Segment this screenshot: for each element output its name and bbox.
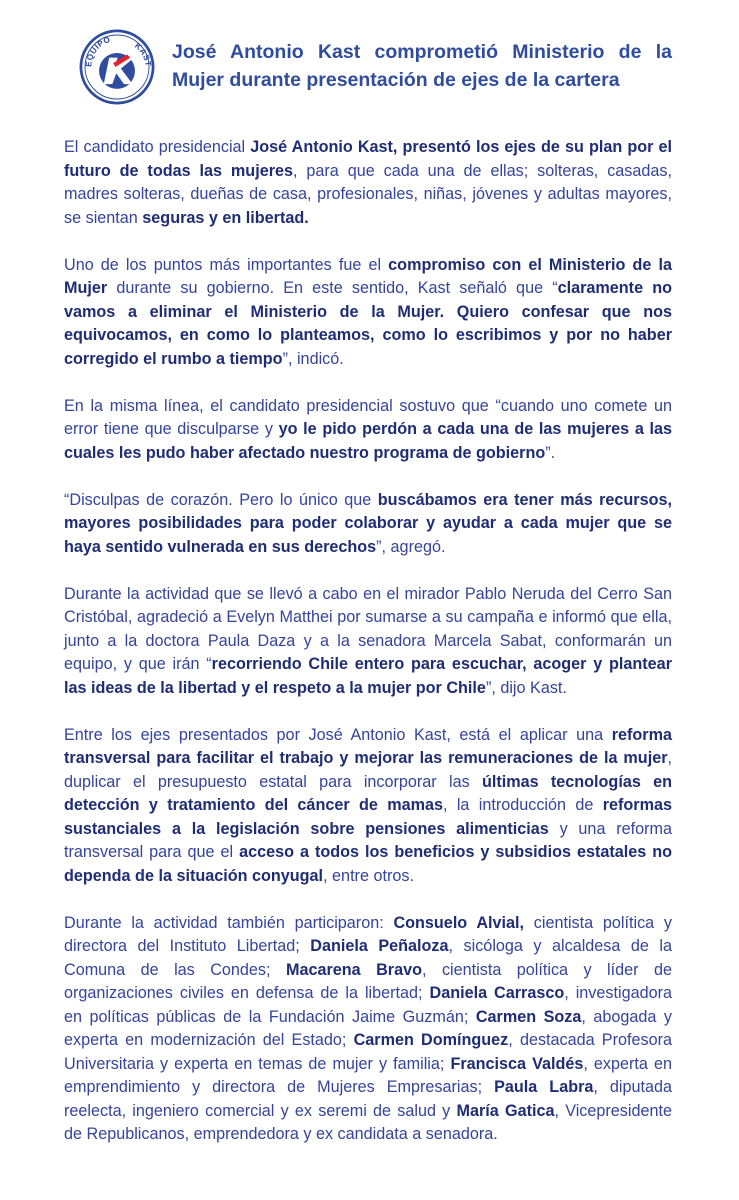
body-text: , experta en emprendimiento y directora de Mujeres Empresarias; [64,1054,672,1096]
press-release-body [64,136,672,1170]
equipo-kast-logo [78,28,156,106]
body-text: , para que cada una de ellas; solteras, casadas, madres solteras, dueñas de casa, profesionales, niñas, jóvenes y adultas mayores, se sientan [64,161,672,227]
paragraph-6 [64,724,672,889]
body-text: Durante la actividad también participaron: [64,913,394,932]
paragraph-4 [64,489,672,560]
paragraph-5 [64,583,672,701]
emphasis-text: Paula Labra [494,1078,594,1096]
emphasis-text: Daniela Carrasco [429,984,565,1002]
body-text: , duplicar el presupuesto estatal para incorporar las [64,749,672,791]
emphasis-text: compromiso con el Ministerio de la Mujer [64,255,673,297]
emphasis-text: José Antonio Kast, presentó los ejes de su plan por el futuro de todas las mujeres [64,138,672,180]
body-text: ”, agregó. [376,537,446,556]
body-text: ”. [545,443,556,462]
body-text: ”, indicó. [282,349,344,368]
paragraph-3 [64,395,672,466]
body-text: , sicóloga y alcaldesa de la Comuna de las Condes; [64,937,672,979]
logo-ring-right-text: KAST [132,41,153,68]
body-text: , investigadora en políticas públicas de la Fundación Jaime Guzmán; [64,984,672,1026]
body-text: , cientista política y líder de organizaciones civiles en defensa de la libertad; [64,960,672,1002]
emphasis-text: Consuelo Alvial, [393,913,525,932]
emphasis-text: Francisca Valdés [450,1054,584,1073]
emphasis-text: yo le pido perdón a cada una de las mujeres a las cuales les pudo haber afectado nuestro programa de gobierno [64,420,672,462]
emphasis-text: acceso a todos los beneficios y subsidios estatales no dependa de la situación conyugal [64,843,672,885]
emphasis-text: recorriendo Chile entero para escuchar, acoger y plantear las ideas de la libertad y el respeto a la mujer por Chile [64,655,672,697]
emphasis-text: María Gatica [456,1101,555,1120]
body-text: El candidato presidencial [64,138,251,156]
body-text: En la misma línea, el candidato presidencial sostuvo que “cuando uno comete un error tiene que disculparse y [64,396,672,438]
emphasis-text: reforma transversal para facilitar el trabajo y mejorar las remuneraciones de la mujer [64,725,672,767]
paragraph-1 [64,136,672,230]
body-text: y una reforma transversal para que el [64,819,672,861]
emphasis-text: buscábamos era tener más recursos, mayores posibilidades para poder colaborar y ayudar a cada mujer que se haya sentido vulnerada en sus derechos [64,490,673,556]
paragraph-2 [64,254,672,372]
body-text: , entre otros. [323,866,414,885]
emphasis-text: Daniela Peñaloza [310,937,449,955]
body-text: ”, dijo Kast. [485,678,567,697]
body-text: , Vicepresidente de Republicanos, emprendedora y ex candidata a senadora. [64,1101,672,1143]
body-text: Entre los ejes presentados por José Antonio Kast, está el aplicar una [64,725,612,744]
paragraph-7 [64,912,672,1147]
emphasis-text: seguras y en libertad. [142,208,309,227]
emphasis-text: Carmen Soza [475,1007,582,1026]
body-text: “Disculpas de corazón. Pero lo único que [64,490,378,509]
body-text: Uno de los puntos más importantes fue el [64,255,389,274]
body-text: Durante la actividad que se llevó a cabo en el mirador Pablo Neruda del Cerro San Cristóbal, agradeció a Evelyn Matthei por sumarse a su campaña e informó que ella, junto a la doctora Paula Daza y a la senadora Marcela Sabat, conformarán un equipo, y que irán “ [64,584,672,673]
body-text: cientista política y directora del Instituto Libertad; [64,913,673,955]
emphasis-text: Carmen Domínguez [353,1031,509,1049]
press-release-title: José Antonio Kast comprometió Ministerio de la Mujer durante presentación de ejes de la cartera [172,41,672,91]
logo-ring-top-text: EQUIPO [84,34,112,68]
body-text: , destacada Profesora Universitaria y experta en temas de mujer y familia; [64,1031,672,1073]
emphasis-text: claramente no vamos a eliminar el Ministerio de la Mujer. Quiero confesar que nos equivocamos, en como lo planteamos, como lo escribimos y por no haber corregido el rumbo a tiempo [64,279,672,368]
emphasis-text: Macarena Bravo [285,960,422,979]
body-text: , la introducción de [442,796,603,814]
body-text: , abogada y experta en modernización del Estado; [64,1007,672,1049]
body-text: durante su gobierno. En este sentido, Kast señaló que “ [107,279,558,297]
body-text: , diputada reelecta, ingeniero comercial y ex seremi de salud y [64,1078,673,1120]
emphasis-text: últimas tecnologías en detección y tratamiento del cáncer de mamas [64,772,672,814]
emphasis-text: reformas sustanciales a la legislación sobre pensiones alimenticias [64,796,672,838]
